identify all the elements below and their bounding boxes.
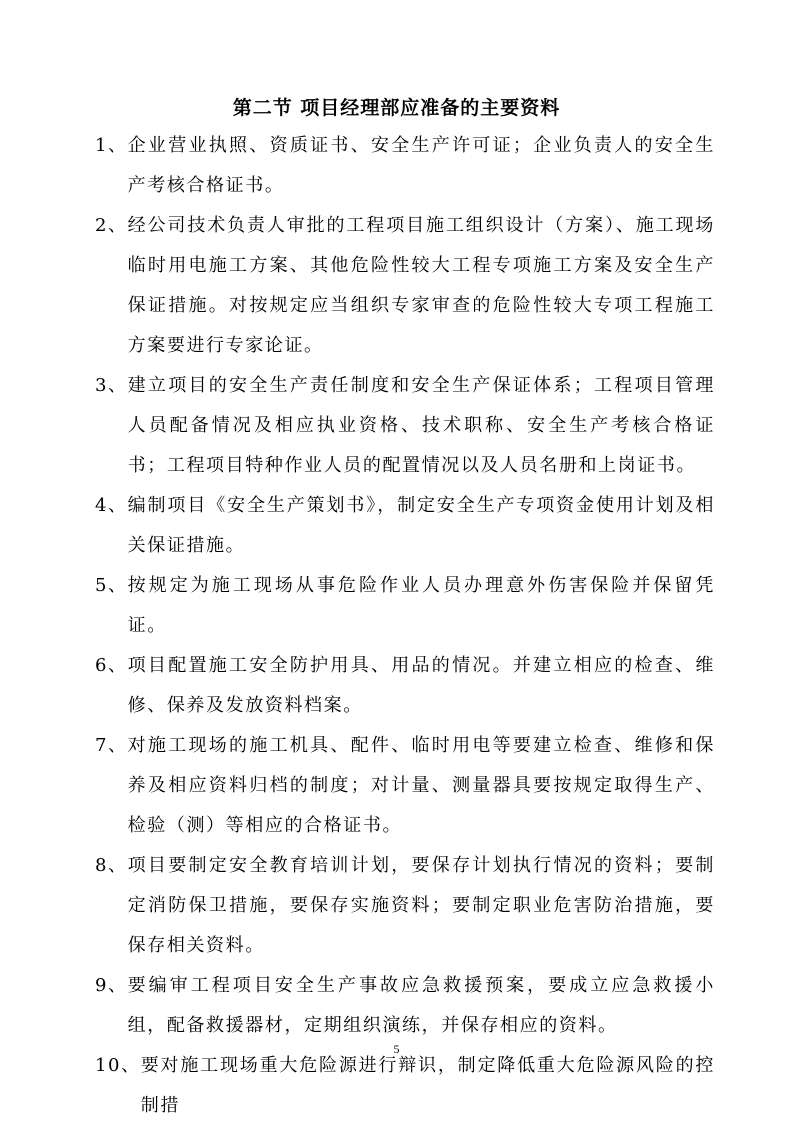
list-item [95, 206, 715, 366]
item-text: 企业营业执照、资质证书、安全生产许可证；企业负责人的安全生产考核合格证书。 [127, 135, 715, 196]
list-item [95, 646, 715, 726]
page-number: 5 [393, 1042, 400, 1056]
item-text: 按规定为施工现场从事危险作业人员办理意外伤害保险并保留凭证。 [127, 575, 715, 636]
list-item [95, 486, 715, 566]
list-item [95, 126, 715, 206]
item-text: 编制项目《安全生产策划书》，制定安全生产专项资金使用计划及相关保证措施。 [127, 495, 715, 556]
requirements-list [95, 126, 715, 1122]
item-text: 项目配置施工安全防护用具、用品的情况。并建立相应的检查、维修、保养及发放资料档案。 [127, 655, 715, 716]
item-text: 要编审工程项目安全生产事故应急救援预案，要成立应急救援小组，配备救援器材，定期组织演练，并保存相应的资料。 [127, 975, 715, 1036]
item-number: 8、 [95, 855, 128, 876]
item-number: 4、 [95, 495, 128, 516]
item-number: 10、 [95, 1055, 141, 1076]
list-item [95, 566, 715, 646]
list-item [95, 726, 715, 846]
list-item [95, 366, 715, 486]
item-text: 对施工现场的施工机具、配件、临时用电等要建立检查、维修和保养及相应资料归档的制度；对计量、测量器具要按规定取得生产、检验（测）等相应的合格证书。 [127, 735, 715, 836]
item-number: 2、 [95, 215, 128, 236]
item-text: 要对施工现场重大危险源进行辩识，制定降低重大危险源风险的控制措 [140, 1055, 715, 1116]
list-item [95, 1046, 715, 1122]
item-number: 7、 [95, 735, 128, 756]
item-number: 1、 [95, 135, 128, 156]
item-text: 经公司技术负责人审批的工程项目施工组织设计（方案）、施工现场临时用电施工方案、其他危险性较大工程专项施工方案及安全生产保证措施。对按规定应当组织专家审查的危险性较大专项工程施工方案要进行专家论证。 [127, 215, 715, 356]
item-number: 3、 [95, 375, 128, 396]
list-item [95, 846, 715, 966]
item-number: 5、 [95, 575, 128, 596]
item-text: 建立项目的安全生产责任制度和安全生产保证体系；工程项目管理人员配备情况及相应执业资格、技术职称、安全生产考核合格证书；工程项目特种作业人员的配置情况以及人员名册和上岗证书。 [127, 375, 715, 476]
section-title: 第二节 项目经理部应准备的主要资料 [232, 97, 561, 119]
item-number: 9、 [95, 975, 128, 996]
item-text: 项目要制定安全教育培训计划，要保存计划执行情况的资料；要制定消防保卫措施，要保存实施资料；要制定职业危害防治措施，要保存相关资料。 [127, 855, 715, 956]
item-number: 6、 [95, 655, 128, 676]
list-item [95, 966, 715, 1046]
